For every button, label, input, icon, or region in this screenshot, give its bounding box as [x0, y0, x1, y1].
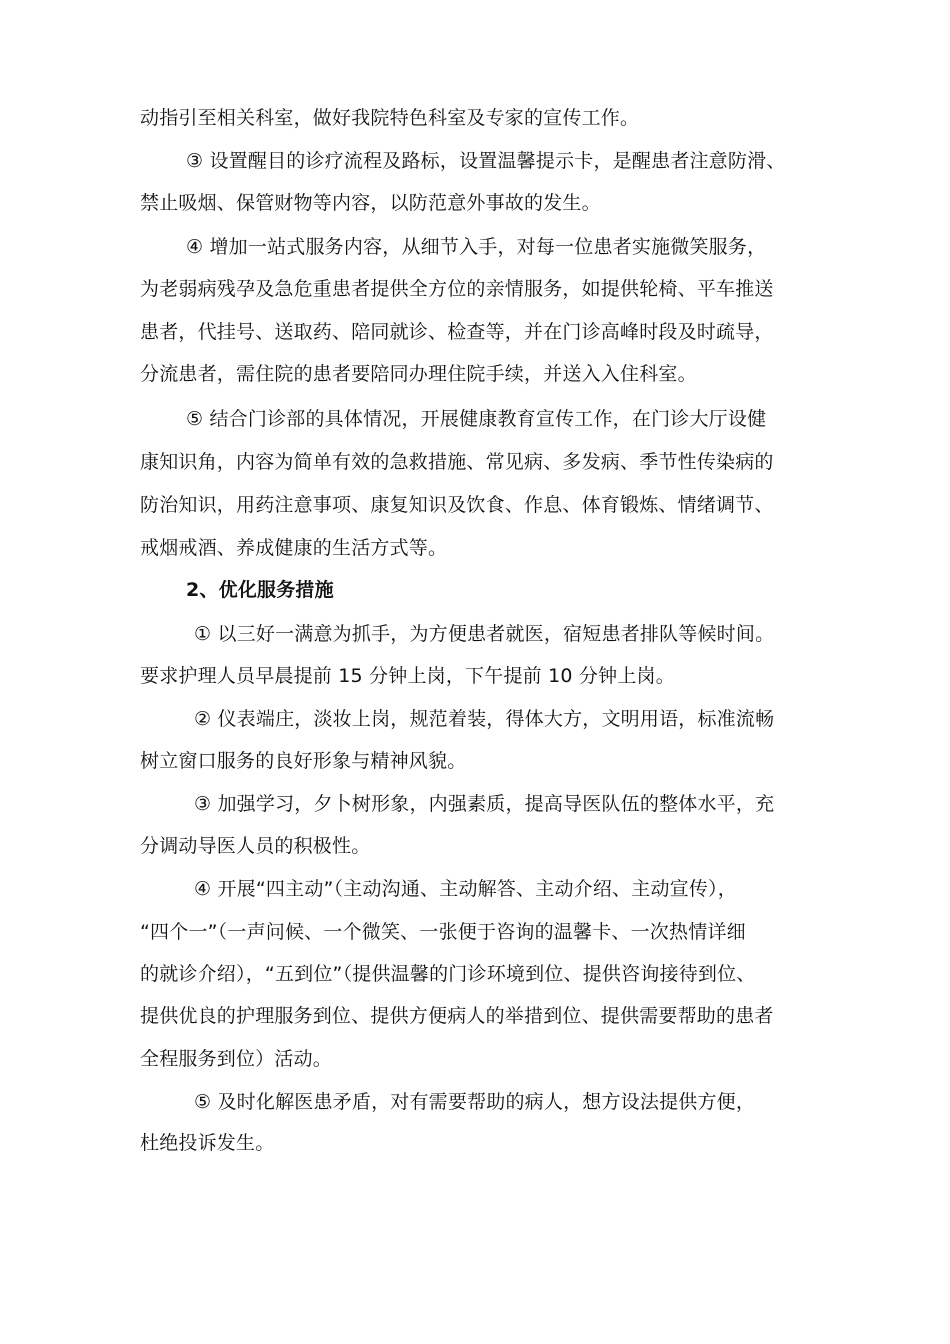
- section-heading: 2、优化服务措施: [186, 579, 334, 601]
- text-line: ⑤ 及时化解医患矛盾，对有需要帮助的病人，想方设法提供方便，: [194, 1091, 756, 1113]
- text-line: 的就诊介绍），“五到位”（提供温馨的门诊环境到位、提供咨询接待到位、: [140, 963, 756, 985]
- text-line: ③ 加强学习，夕卜树形象，内强素质，提高导医队伍的整体水平，充: [194, 793, 775, 815]
- text-line: 要求护理人员早晨提前 15 分钟上岗，下午提前 10 分钟上岗。: [140, 665, 675, 687]
- text-line: 分调动导医人员的积极性。: [140, 835, 371, 857]
- text-line: ⑤ 结合门诊部的具体情况，开展健康教育宣传工作，在门诊大厅设健: [186, 408, 767, 430]
- text-line: 戒烟戒酒、养成健康的生活方式等。: [140, 537, 448, 559]
- text-line: 杜绝投诉发生。: [140, 1132, 275, 1154]
- text-line: ③ 设置醒目的诊疗流程及路标，设置温馨提示卡，是醒患者注意防滑、: [186, 150, 786, 172]
- text-line: 全程服务到位）活动。: [140, 1048, 333, 1070]
- text-line: 动指引至相关科室，做好我院特色科室及专家的宣传工作。: [140, 107, 640, 129]
- text-line: 禁止吸烟、保管财物等内容，以防范意外事故的发生。: [140, 192, 601, 214]
- text-line: “四个一”（一声问候、一个微笑、一张便于咨询的温馨卡、一次热情详细: [140, 921, 746, 943]
- text-line: 为老弱病残孕及急危重患者提供全方位的亲情服务，如提供轮椅、平车推送: [140, 278, 774, 300]
- text-line: 树立窗口服务的良好形象与精神风貌。: [140, 750, 467, 772]
- text-line: 康知识角，内容为简单有效的急救措施、常见病、多发病、季节性传染病的: [140, 451, 774, 473]
- text-line: ④ 增加一站式服务内容，从细节入手，对每一位患者实施微笑服务，: [186, 236, 767, 258]
- text-line: ④ 开展“四主动”（主动沟通、主动解答、主动介绍、主动宣传），: [194, 878, 737, 900]
- text-line: 患者，代挂号、送取药、陪同就诊、检查等，并在门诊高峰时段及时疏导，: [140, 321, 774, 343]
- text-line: 分流患者，需住院的患者要陪同办理住院手续，并送入入住科室。: [140, 363, 697, 385]
- text-line: ① 以三好一满意为抓手，为方便患者就医，宿短患者排队等候时间。: [194, 623, 775, 645]
- text-line: 提供优良的护理服务到位、提供方便病人的举措到位、提供需要帮助的患者: [140, 1005, 774, 1027]
- text-line: ② 仪表端庄，淡妆上岗，规范着装，得体大方，文明用语，标准流畅: [194, 708, 775, 730]
- text-line: 防治知识，用药注意事项、康复知识及饮食、作息、体育锻炼、情绪调节、: [140, 494, 774, 516]
